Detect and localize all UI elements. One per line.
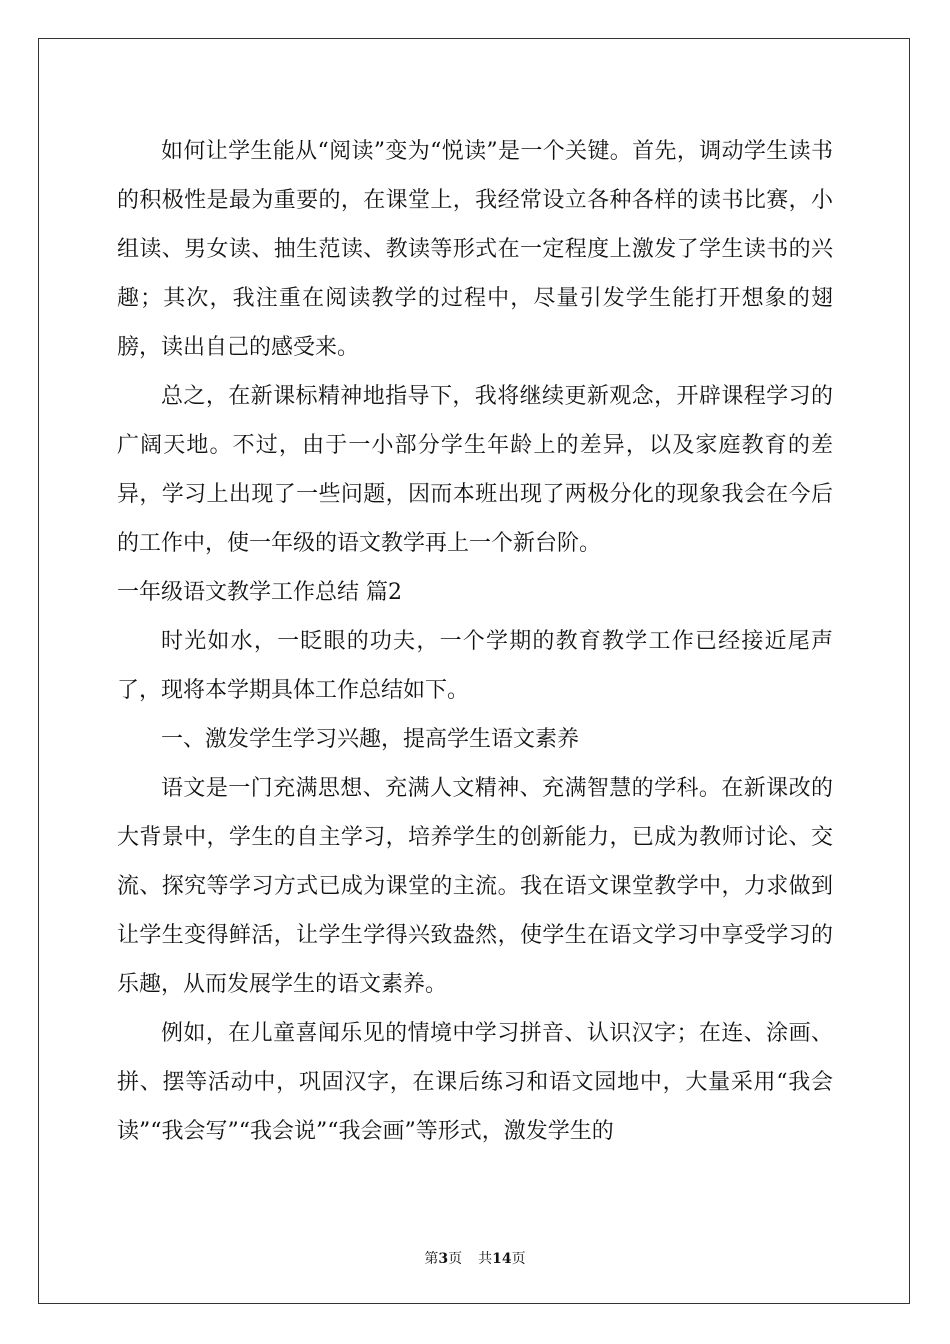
section-heading: 一年级语文教学工作总结 篇2 bbox=[117, 580, 402, 605]
paragraph-2: 总之，在新课标精神地指导下，我将继续更新观念，开辟课程学习的广阔天地。不过，由于一小部分学生年龄上的差异，以及家庭教育的差异，学习上出现了一些问题，因而本班出现了两极分化的现象我会在今后的工作中，使一年级的语文教学再上一个新台阶。 bbox=[117, 384, 833, 556]
page-suffix: 页 bbox=[448, 1251, 463, 1267]
document-body bbox=[117, 127, 833, 1156]
total-suffix: 页 bbox=[511, 1251, 526, 1267]
current-page-number: 3 bbox=[438, 1251, 449, 1267]
page-prefix: 第 bbox=[424, 1251, 439, 1267]
paragraph-5: 例如，在儿童喜闻乐见的情境中学习拼音、认识汉字；在连、涂画、拼、摆等活动中，巩固汉字，在课后练习和语文园地中，大量采用“我会读”“我会写”“我会说”“我会画”等形式，激发学生的 bbox=[117, 1021, 833, 1144]
paragraph-3: 时光如水，一眨眼的功夫，一个学期的教育教学工作已经接近尾声了，现将本学期具体工作总结如下。 bbox=[117, 629, 833, 703]
total-prefix: 共 bbox=[478, 1251, 493, 1267]
subsection-heading: 一、激发学生学习兴趣，提高学生语文素养 bbox=[161, 727, 580, 752]
page-footer bbox=[0, 1248, 950, 1268]
paragraph-4: 语文是一门充满思想、充满人文精神、充满智慧的学科。在新课改的大背景中，学生的自主学习，培养学生的创新能力，已成为教师讨论、交流、探究等学习方式已成为课堂的主流。我在语文课堂教学中，力求做到让学生变得鲜活，让学生学得兴致盎然，使学生在语文学习中享受学习的乐趣，从而发展学生的语文素养。 bbox=[117, 776, 833, 997]
paragraph-1: 如何让学生能从“阅读”变为“悦读”是一个关键。首先，调动学生读书的积极性是最为重要的，在课堂上，我经常设立各种各样的读书比赛，小组读、男女读、抽生范读、教读等形式在一定程度上激发了学生读书的兴趣；其次，我注重在阅读教学的过程中，尽量引发学生能打开想象的翅膀，读出自己的感受来。 bbox=[117, 139, 833, 360]
total-page-count: 14 bbox=[492, 1251, 512, 1267]
